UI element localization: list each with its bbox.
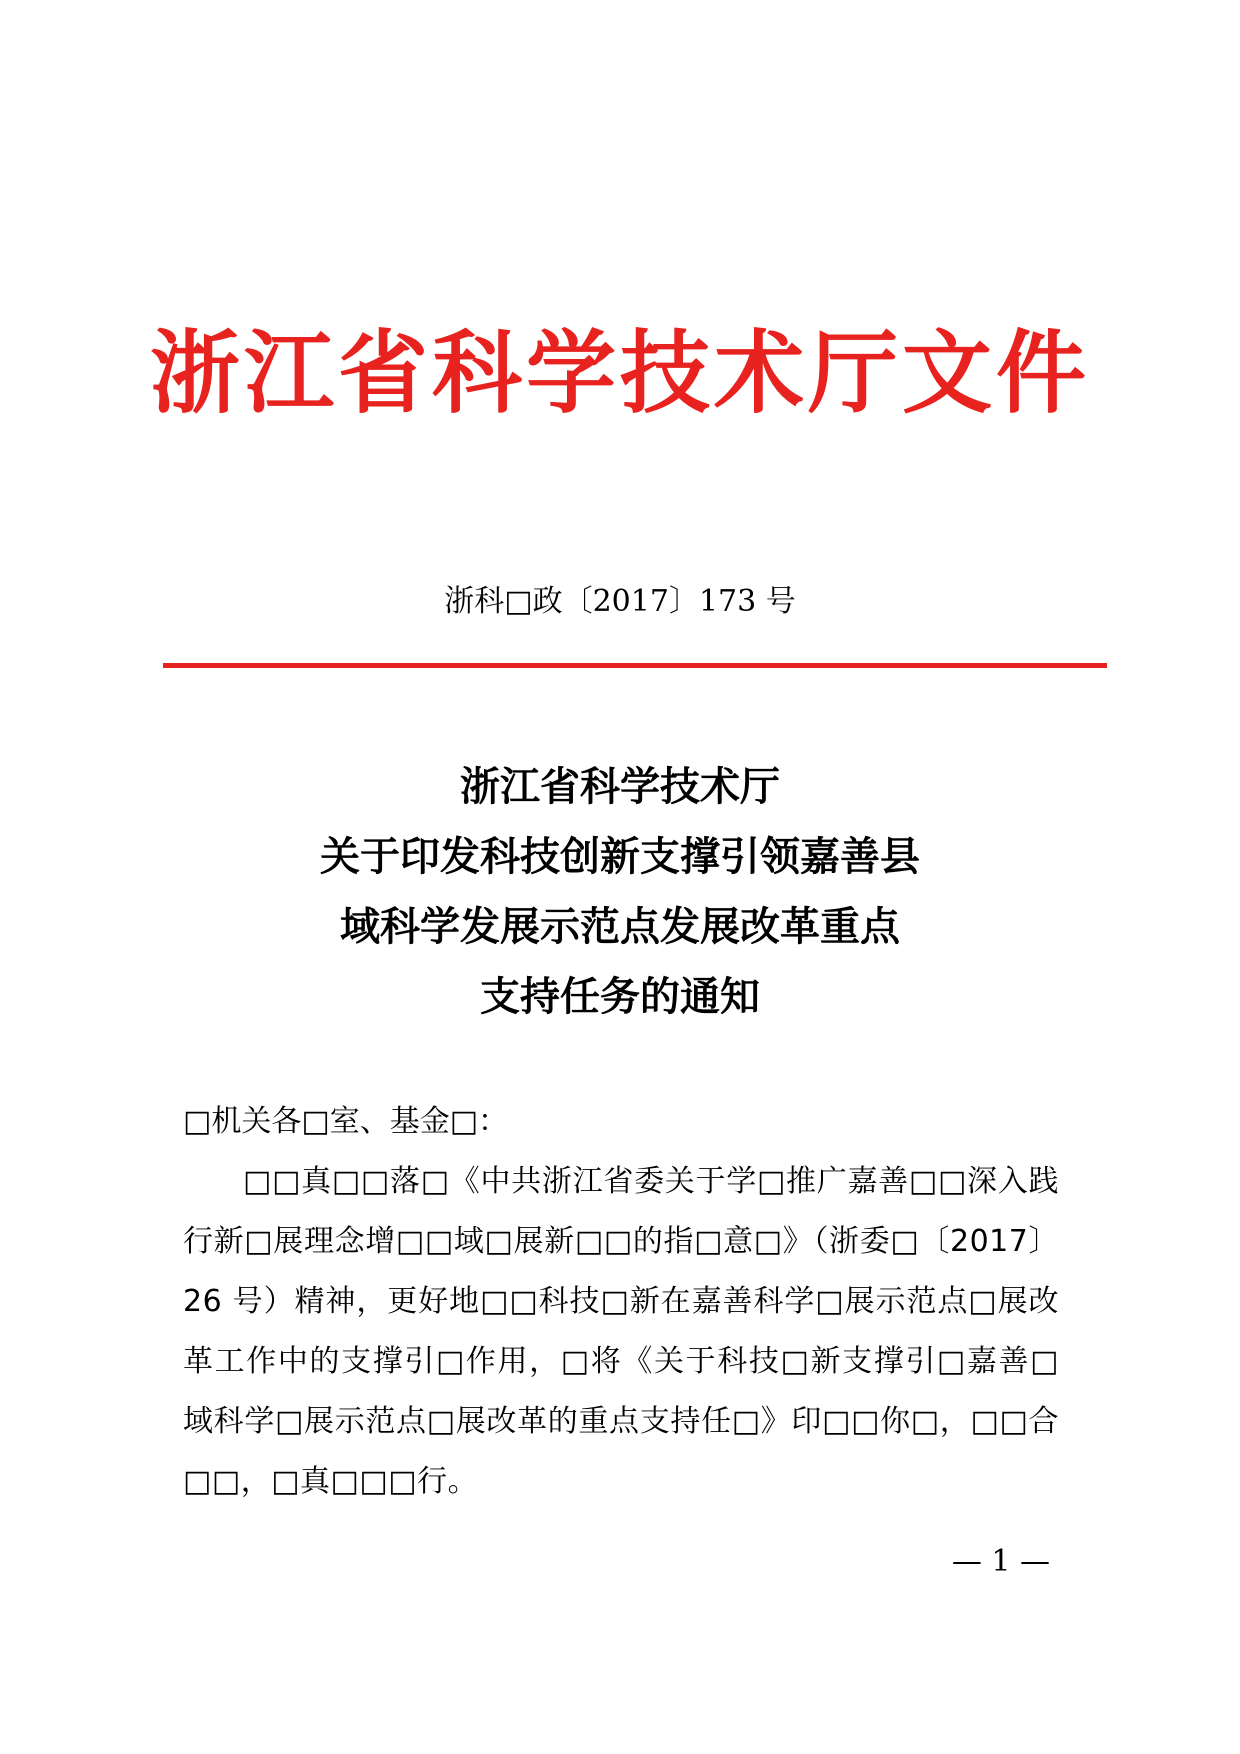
notice-title [0, 752, 1240, 1032]
page-number: — 1 — [951, 1544, 1050, 1579]
red-divider-line [163, 663, 1107, 668]
document-number: 浙科□政〔2017〕173 号 [444, 584, 796, 619]
body-paragraph: □□真□□落□《中共浙江省委关于学□推广嘉善□□深入践行新□展理念增□□域□展新□□的指□意□》（浙委□〔2017〕26 号）精神，更好地□□科技□新在嘉善科学□展示范点□展改革工作中的支撑引□作用，□将《关于科技□新支撑引□嘉善□域科学□展示范点□展改革的重点支持任□》印□□你□，□□合□□，□真□□□行。 [183, 1164, 1059, 1499]
notice-title-line: 浙江省科学技术厅 [460, 763, 780, 810]
salutation: □机关各□室、基金□： [183, 1104, 509, 1139]
notice-title-line: 关于印发科技创新支撑引领嘉善县 [320, 833, 920, 880]
notice-title-line: 支持任务的通知 [480, 973, 760, 1020]
notice-body [183, 1092, 1059, 1512]
issuer-header-title: 浙江省科学技术厅文件 [150, 320, 1090, 426]
notice-title-line: 域科学发展示范点发展改革重点 [340, 903, 900, 950]
